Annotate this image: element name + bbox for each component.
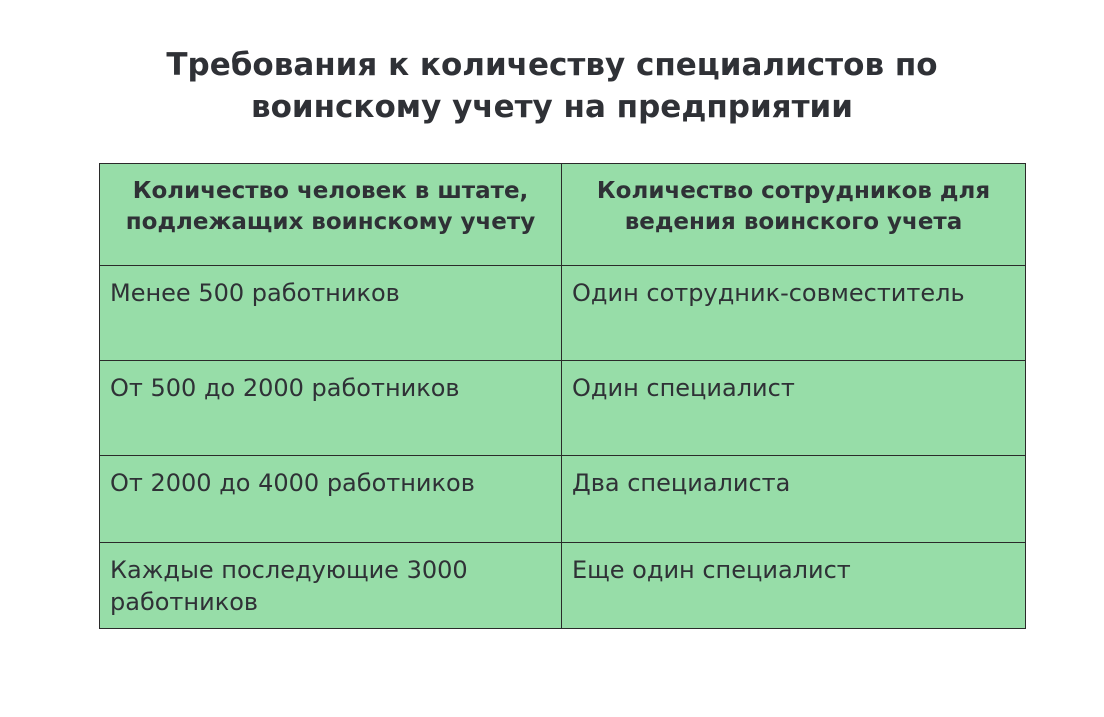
cell-staff-count (100, 543, 562, 629)
header-cell-line: Количество человек в штате, (132, 178, 529, 204)
header-cell-staff-count (100, 164, 562, 266)
cell-text: Один специалист (572, 374, 795, 402)
header-cell-line: ведения воинского учета (624, 209, 963, 235)
cell-staff-count (100, 361, 562, 456)
header-cell-line: подлежащих воинскому учету (125, 209, 536, 235)
page-title (100, 44, 1004, 128)
cell-text: Один сотрудник-совместитель (572, 279, 965, 307)
requirements-table (99, 163, 1026, 629)
header-cell-line: Количество сотрудников для (596, 178, 991, 204)
cell-text: Еще один специалист (572, 556, 851, 584)
table-row (100, 361, 1026, 456)
table-header-row (100, 164, 1026, 266)
page-title-line-2: воинскому учету на предприятии (250, 89, 854, 125)
cell-text: Два специалиста (572, 469, 791, 497)
cell-text: Менее 500 работников (110, 279, 400, 307)
cell-specialists-count (562, 361, 1026, 456)
cell-text: От 500 до 2000 работников (110, 374, 460, 402)
cell-staff-count (100, 456, 562, 543)
cell-staff-count (100, 266, 562, 361)
cell-text: От 2000 до 4000 работников (110, 469, 475, 497)
table-row (100, 456, 1026, 543)
header-cell-specialists-count (562, 164, 1026, 266)
cell-specialists-count (562, 266, 1026, 361)
page-title-line-1: Требования к количеству специалистов по (166, 47, 938, 83)
cell-text: Каждые последующие 3000 (110, 556, 468, 584)
table-row (100, 543, 1026, 629)
table-row (100, 266, 1026, 361)
cell-specialists-count (562, 456, 1026, 543)
cell-text: работников (110, 588, 259, 616)
cell-specialists-count (562, 543, 1026, 629)
